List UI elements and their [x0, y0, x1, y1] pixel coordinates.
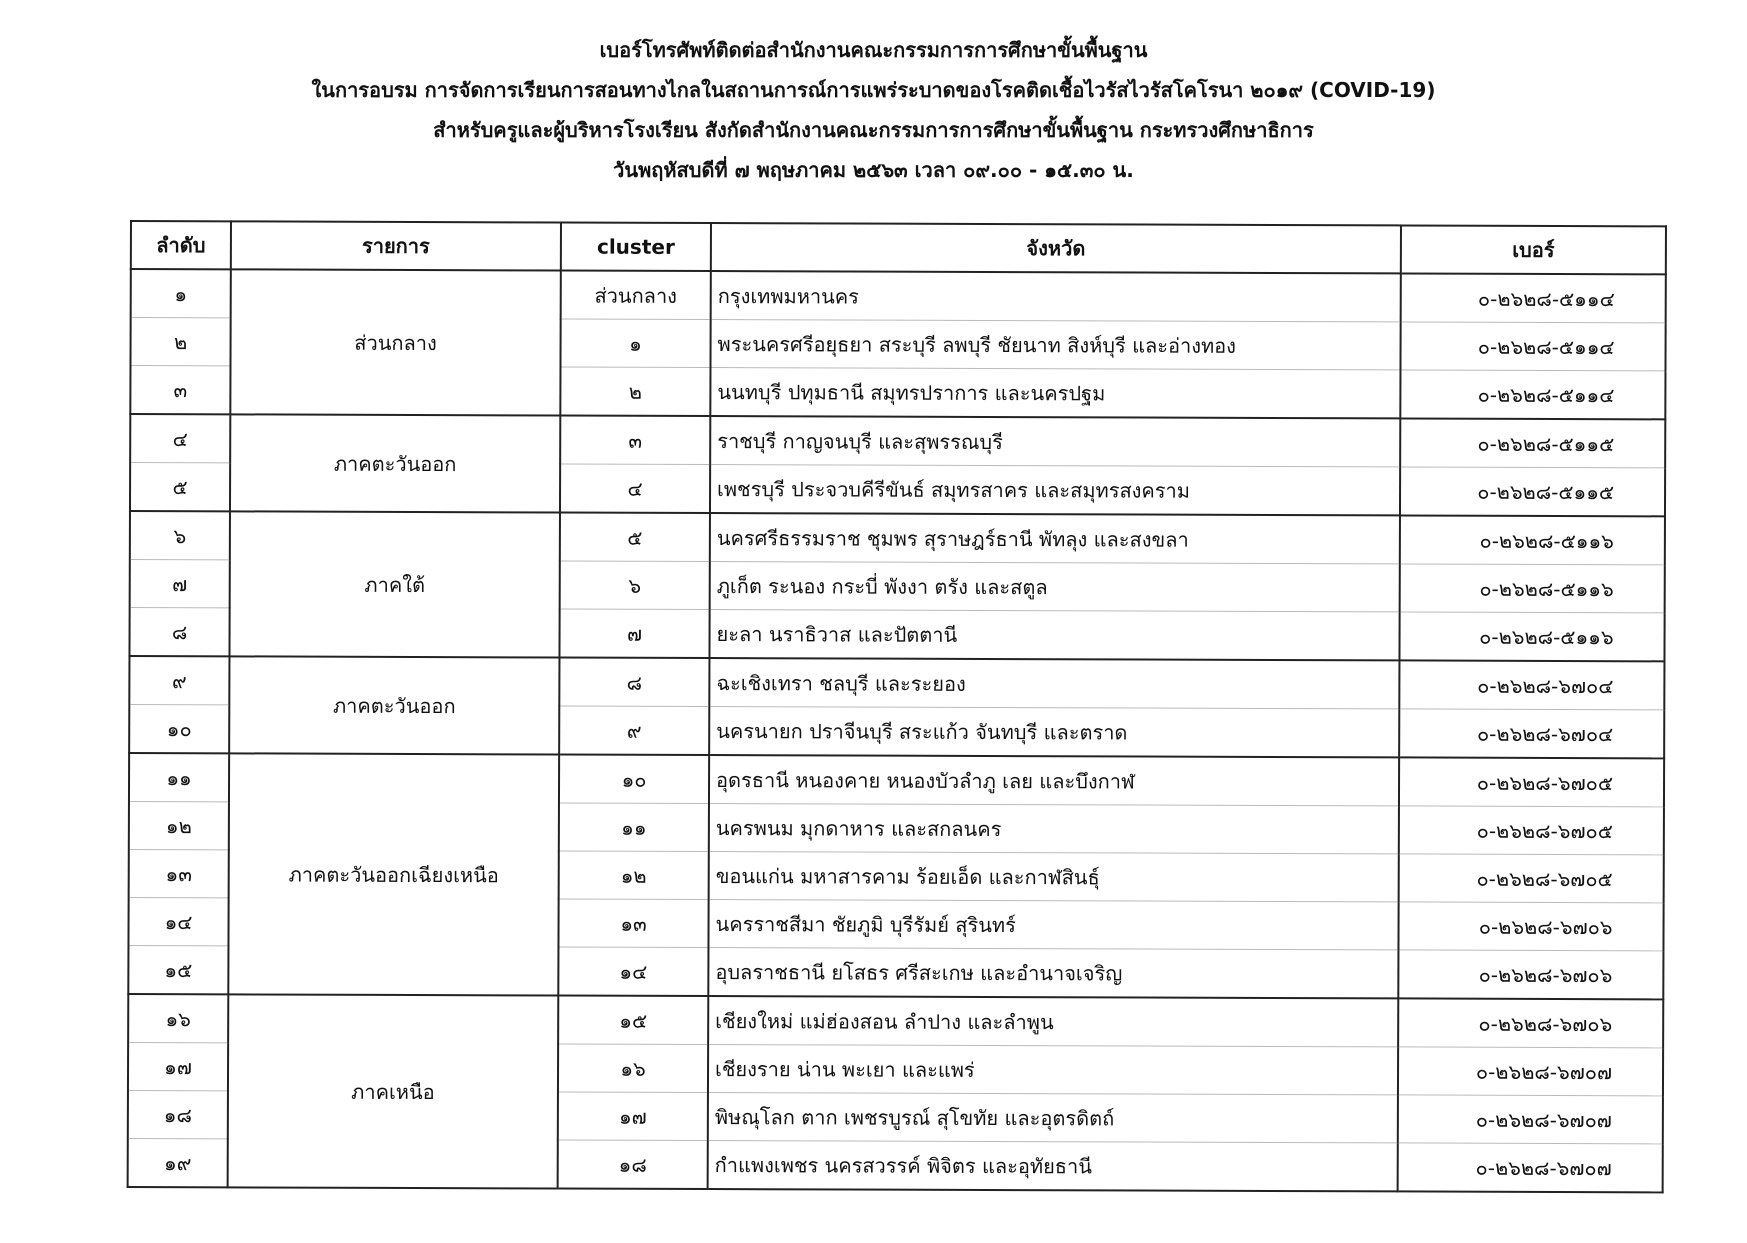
- provinces-cell: เพชรบุรี ประจวบคีรีขันธ์ สมุทรสาคร และสมุทรสงคราม: [710, 465, 1400, 516]
- phone-cell: ๐-๒๖๒๘-๖๗๐๕: [1399, 806, 1664, 855]
- row-seq-cell: ๑: [131, 269, 231, 318]
- provinces-cell: เชียงใหม่ แม่ฮ่องสอน ลำปาง และลำพูน: [708, 996, 1398, 1047]
- phone-cell: ๐-๒๖๒๘-๕๑๑๔: [1401, 273, 1666, 322]
- row-seq-cell: ๒: [130, 318, 230, 366]
- provinces-cell: อุดรธานี หนองคาย หนองบัวลำภู เลย และบึงกาฬ: [709, 755, 1399, 806]
- cluster-cell: ส่วนกลาง: [561, 271, 711, 320]
- phone-cell: ๐-๒๖๒๘-๖๗๐๖: [1398, 950, 1663, 999]
- row-seq-cell: ๓: [130, 366, 230, 415]
- column-header-cluster: cluster: [561, 223, 711, 272]
- provinces-cell: นนทบุรี ปทุมธานี สมุทรปราการ และนครปฐม: [710, 368, 1400, 419]
- phone-cell: ๐-๒๖๒๘-๖๗๐๕: [1399, 757, 1664, 806]
- provinces-cell: อุบลราชธานี ยโสธร ศรีสะเกษ และอำนาจเจริญ: [708, 948, 1398, 999]
- phone-cell: ๐-๒๖๒๘-๖๗๐๔: [1399, 709, 1664, 758]
- provinces-cell: นครพนม มุกดาหาร และสกลนคร: [709, 804, 1399, 854]
- column-header-phone: เบอร์: [1401, 225, 1666, 274]
- cluster-cell: ๑๑: [559, 803, 709, 852]
- header-date-time: วันพฤหัสบดีที่ ๗ พฤษภาคม ๒๕๖๓ เวลา ๐๙.๐๐ - ๑๕.๓๐ น.: [613, 158, 1134, 182]
- region-cell: ภาคตะวันออก: [230, 414, 560, 512]
- row-seq-cell: ๑๐: [129, 705, 229, 754]
- phone-cell: ๐-๒๖๒๘-๕๑๑๖: [1399, 612, 1664, 661]
- row-seq-cell: ๑๘: [128, 1090, 228, 1138]
- cluster-cell: ๑๕: [558, 995, 708, 1044]
- row-seq-cell: ๑๕: [128, 945, 228, 994]
- row-seq-cell: ๗: [130, 560, 230, 608]
- cluster-cell: ๔: [560, 464, 710, 513]
- table-row: [129, 656, 1664, 710]
- provinces-cell: ฉะเชิงเทรา ชลบุรี และระยอง: [709, 658, 1399, 709]
- phone-cell: ๐-๒๖๒๘-๕๑๑๕: [1400, 418, 1665, 467]
- table-header-row: [131, 221, 1666, 274]
- phone-cell: ๐-๒๖๒๘-๖๗๐๗: [1398, 1047, 1663, 1096]
- row-seq-cell: ๖: [130, 511, 230, 560]
- cluster-cell: ๑๘: [558, 1140, 708, 1189]
- contact-table: [127, 220, 1667, 1193]
- cluster-cell: ๖: [560, 561, 710, 610]
- provinces-cell: นครนายก ปราจีนบุรี สระแก้ว จันทบุรี และตราด: [709, 707, 1399, 758]
- cluster-cell: ๗: [559, 609, 709, 658]
- region-cell: ส่วนกลาง: [230, 269, 561, 415]
- row-seq-cell: ๘: [129, 608, 229, 657]
- phone-cell: ๐-๒๖๒๘-๖๗๐๕: [1399, 854, 1664, 903]
- row-seq-cell: ๕: [130, 463, 230, 512]
- phone-cell: ๐-๒๖๒๘-๕๑๑๔: [1400, 322, 1665, 371]
- header-subtitle-training: ในการอบรม การจัดการเรียนการสอนทางไกลในสถานการณ์การแพร่ระบาดของโรคติดเชื้อไวรัสไวรัสโคโรนา ๒๐๑๙ (COVID-19): [311, 78, 1436, 102]
- cluster-cell: ๑๓: [558, 899, 708, 948]
- row-seq-cell: ๑๓: [129, 849, 229, 897]
- row-seq-cell: ๑๖: [128, 994, 228, 1043]
- row-seq-cell: ๙: [129, 656, 229, 705]
- provinces-cell: กำแพงเพชร นครสวรรค์ พิจิตร และอุทัยธานี: [708, 1141, 1398, 1192]
- provinces-cell: นครศรีธรรมราช ชุมพร สุราษฎร์ธานี พัทลุง และสงขลา: [710, 513, 1400, 564]
- row-seq-cell: ๑๒: [129, 801, 229, 849]
- cluster-cell: ๕: [560, 513, 710, 562]
- document-header: [0, 30, 1747, 190]
- row-seq-cell: ๑๙: [128, 1138, 228, 1187]
- provinces-cell: ราชบุรี กาญจนบุรี และสุพรรณบุรี: [710, 416, 1400, 467]
- cluster-cell: ๑๔: [558, 947, 708, 996]
- header-title: เบอร์โทรศัพท์ติดต่อสำนักงานคณะกรรมการการศึกษาขั้นพื้นฐาน: [599, 38, 1148, 62]
- provinces-cell: เชียงราย น่าน พะเยา และแพร่: [708, 1045, 1398, 1095]
- cluster-cell: ๘: [559, 658, 709, 707]
- cluster-cell: ๑๗: [558, 1092, 708, 1141]
- phone-cell: ๐-๒๖๒๘-๖๗๐๗: [1398, 1095, 1663, 1144]
- row-seq-cell: ๑๗: [128, 1042, 228, 1090]
- cluster-cell: ๑: [560, 319, 710, 368]
- column-header-seq: ลำดับ: [131, 221, 231, 269]
- region-cell: ภาคเหนือ: [228, 994, 559, 1188]
- provinces-cell: พิษณุโลก ตาก เพชรบูรณ์ สุโขทัย และอุตรดิตถ์: [708, 1093, 1398, 1143]
- column-header-provinces: จังหวัด: [711, 223, 1401, 273]
- region-cell: ภาคตะวันออก: [229, 656, 559, 754]
- region-cell: ภาคใต้: [229, 511, 560, 657]
- phone-cell: ๐-๒๖๒๘-๖๗๐๔: [1399, 660, 1664, 709]
- provinces-cell: ขอนแก่น มหาสารคาม ร้อยเอ็ด และกาฬสินธุ์: [709, 852, 1399, 902]
- cluster-cell: ๒: [560, 367, 710, 416]
- table-row: [131, 269, 1666, 323]
- cluster-cell: ๑๐: [559, 755, 709, 804]
- table-row: [130, 414, 1665, 468]
- phone-cell: ๐-๒๖๒๘-๕๑๑๕: [1400, 467, 1665, 516]
- cluster-cell: ๑๖: [558, 1044, 708, 1093]
- table-row: [128, 994, 1663, 1048]
- table-row: [129, 753, 1664, 807]
- provinces-cell: กรุงเทพมหานคร: [711, 271, 1401, 322]
- table-body: [128, 269, 1666, 1192]
- cluster-cell: ๑๒: [559, 851, 709, 900]
- provinces-cell: ภูเก็ต ระนอง กระบี่ พังงา ตรัง และสตูล: [710, 562, 1400, 612]
- cluster-cell: ๙: [559, 706, 709, 755]
- row-seq-cell: ๔: [130, 414, 230, 463]
- table-row: [130, 511, 1665, 565]
- provinces-cell: ยะลา นราธิวาส และปัตตานี: [709, 610, 1399, 661]
- phone-cell: ๐-๒๖๒๘-๖๗๐๖: [1398, 998, 1663, 1047]
- phone-cell: ๐-๒๖๒๘-๖๗๐๖: [1398, 902, 1663, 951]
- provinces-cell: พระนครศรีอยุธยา สระบุรี ลพบุรี ชัยนาท สิงห์บุรี และอ่างทอง: [710, 320, 1400, 370]
- phone-cell: ๐-๒๖๒๘-๖๗๐๗: [1398, 1143, 1663, 1192]
- row-seq-cell: ๑๑: [129, 753, 229, 802]
- header-subtitle-audience: สำหรับครูและผู้บริหารโรงเรียน สังกัดสำนักงานคณะกรรมการการศึกษาขั้นพื้นฐาน กระทรวงศึกษาธิการ: [433, 118, 1314, 142]
- provinces-cell: นครราชสีมา ชัยภูมิ บุรีรัมย์ สุรินทร์: [708, 900, 1398, 950]
- phone-cell: ๐-๒๖๒๘-๕๑๑๖: [1400, 515, 1665, 564]
- region-cell: ภาคตะวันออกเฉียงเหนือ: [228, 753, 559, 995]
- column-header-region: รายการ: [231, 221, 561, 270]
- cluster-cell: ๓: [560, 416, 710, 465]
- phone-cell: ๐-๒๖๒๘-๕๑๑๖: [1400, 564, 1665, 613]
- phone-cell: ๐-๒๖๒๘-๕๑๑๔: [1400, 370, 1665, 419]
- row-seq-cell: ๑๔: [128, 897, 228, 945]
